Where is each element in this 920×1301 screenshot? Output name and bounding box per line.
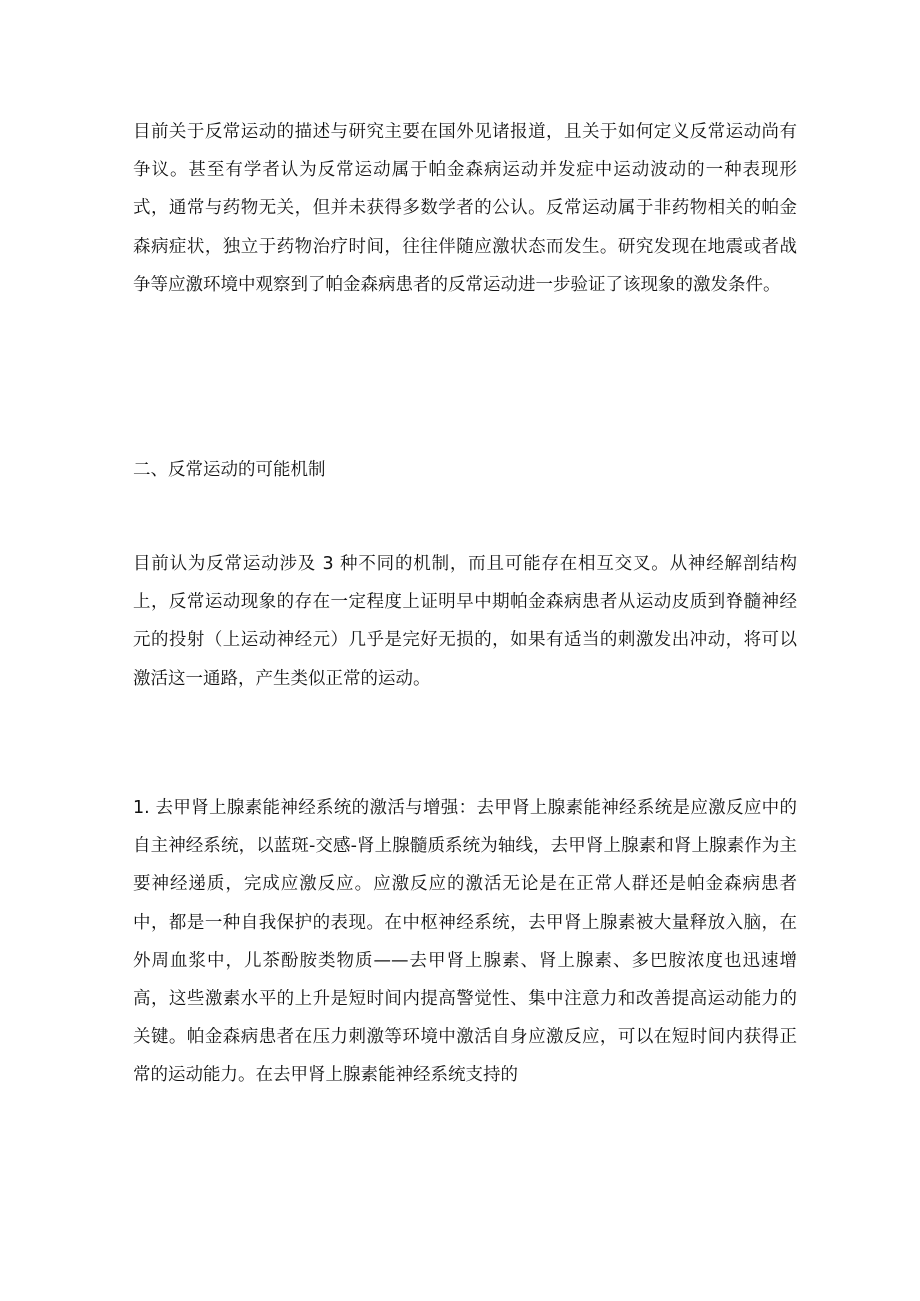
section-heading: 二、反常运动的可能机制: [133, 460, 326, 480]
paragraph-definition: 目前关于反常运动的描述与研究主要在国外见诸报道，且关于如何定义反常运动尚有争议。甚至有学者认为反常运动属于帕金森病运动并发症中运动波动的一种表现形式，通常与药物无关，但并未获得多数学者的公认。反常运动属于非药物相关的帕金森病症状，独立于药物治疗时间，往往伴随应激状态而发生。研究发现在地震或者战争等应激环境中观察到了帕金森病患者的反常运动进一步验证了该现象的激发条件。: [133, 122, 797, 295]
paragraph-norepinephrine-mechanism: 1. 去甲肾上腺素能神经系统的激活与增强：去甲肾上腺素能神经系统是应激反应中的自主神经系统，以蓝斑-交感-肾上腺髓质系统为轴线，去甲肾上腺素和肾上腺素作为主要神经递质，完成应激反应。应激反应的激活无论是在正常人群还是帕金森病患者中，都是一种自我保护的表现。在中枢神经系统，去甲肾上腺素被大量释放入脑，在外周血浆中，儿茶酚胺类物质——去甲肾上腺素、肾上腺素、多巴胺浓度也迅速增高，这些激素水平的上升是短时间内提高警觉性、集中注意力和改善提高运动能力的关键。帕金森病患者在压力刺激等环境中激活自身应激反应，可以在短时间内获得正常的运动能力。在去甲肾上腺素能神经系统支持的: [133, 798, 797, 1086]
paragraph-mechanisms-intro: 目前认为反常运动涉及 3 种不同的机制，而且可能存在相互交叉。从神经解剖结构上，反常运动现象的存在一定程度上证明早中期帕金森病患者从运动皮质到脊髓神经元的投射（上运动神经元）几乎是完好无损的，如果有适当的刺激发出冲动，将可以激活这一通路，产生类似正常的运动。: [133, 554, 797, 689]
